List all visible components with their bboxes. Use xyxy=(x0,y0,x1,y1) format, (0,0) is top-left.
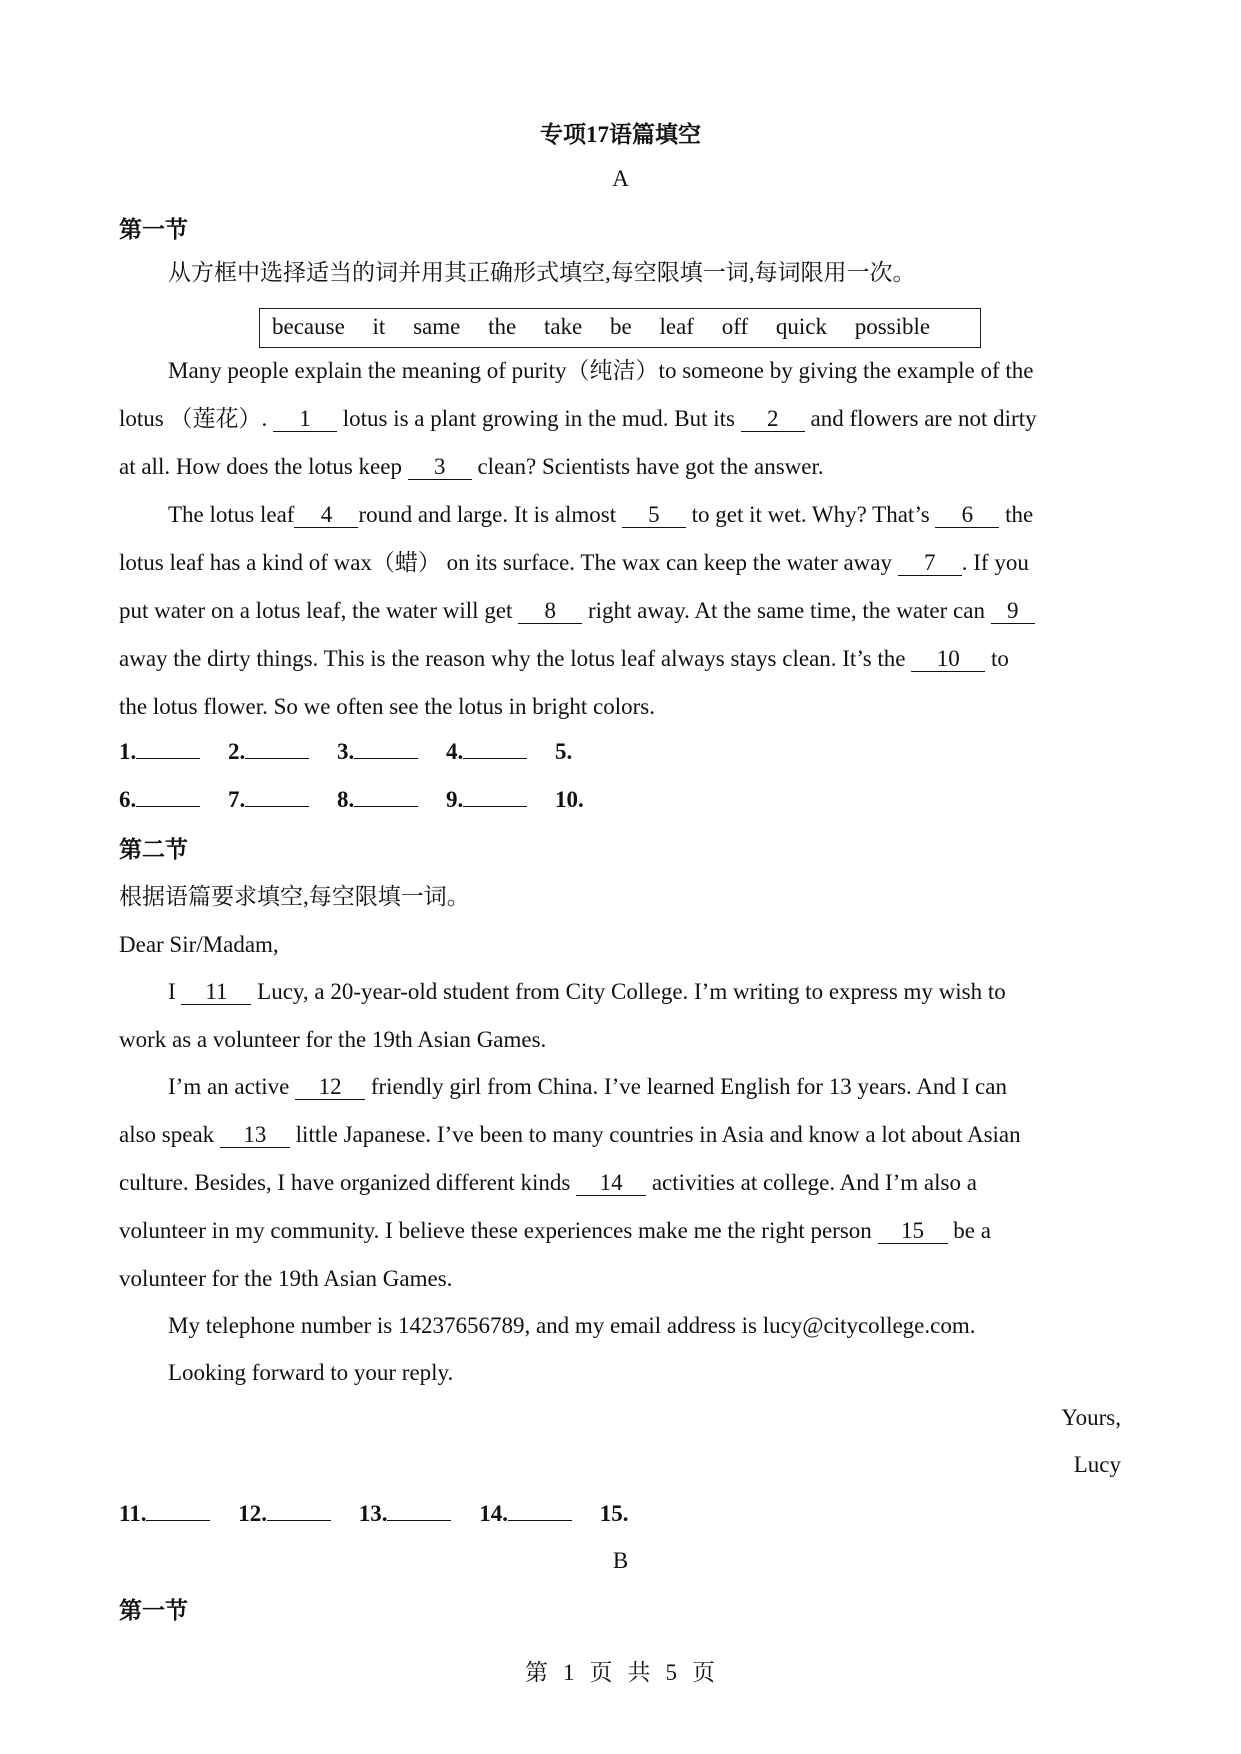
passage-line: lotus leaf has a kind of wax（蜡） on its surface. The wax can keep the water away 7 . If you xyxy=(119,550,1029,575)
letter-line: volunteer in my community. I believe these experiences make me the right person 15 be a xyxy=(119,1218,991,1243)
letter-line: I 11 Lucy, a 20-year-old student from City College. I’m writing to express my wish to xyxy=(168,979,1006,1004)
word-box-item: because xyxy=(272,314,345,339)
letter-line: I’m an active 12 friendly girl from China. I’ve learned English for 13 years. And I can xyxy=(168,1074,1007,1099)
answer-slot[interactable]: 10. xyxy=(555,787,584,812)
blank-7: 7 xyxy=(898,551,962,576)
answer-slot[interactable]: 11. xyxy=(119,1500,210,1527)
part-b-heading: 第一节 xyxy=(119,1598,188,1623)
blank-8: 8 xyxy=(518,599,582,624)
answer-slot[interactable]: 9. xyxy=(446,786,527,813)
blank-2: 2 xyxy=(741,407,805,432)
passage-line: The lotus leaf 4 round and large. It is almost 5 to get it wet. Why? That’s 6 the xyxy=(168,502,1034,527)
letter-line: work as a volunteer for the 19th Asian Games. xyxy=(119,1027,547,1052)
answer-slot[interactable]: 12. xyxy=(238,1500,331,1527)
letter-line: volunteer for the 19th Asian Games. xyxy=(119,1266,453,1291)
answer-slot[interactable]: 6. xyxy=(119,786,200,813)
word-box-item: possible xyxy=(854,314,931,339)
answer-slot[interactable]: 5. xyxy=(555,739,573,764)
letter-line: culture. Besides, I have organized different kinds 14 activities at college. And I’m also a xyxy=(119,1170,977,1195)
blank-10: 10 xyxy=(911,647,985,672)
letter-line: My telephone number is 14237656789, and my email address is lucy@citycollege.com. xyxy=(168,1313,976,1338)
answer-line xyxy=(119,1500,650,1527)
passage-line: at all. How does the lotus keep 3 clean? Scientists have got the answer. xyxy=(119,454,824,479)
blank-4: 4 xyxy=(294,503,358,528)
letter-line: also speak 13 little Japanese. I’ve been to many countries in Asia and know a lot about Asian xyxy=(119,1122,1021,1147)
blank-5: 5 xyxy=(622,503,686,528)
letter-salutation: Dear Sir/Madam, xyxy=(119,932,279,957)
word-box-item: it xyxy=(372,314,386,339)
word-box-item: be xyxy=(610,314,632,339)
letter-signature: Lucy xyxy=(1073,1452,1121,1477)
passage-line: away the dirty things. This is the reason why the lotus leaf always stays clean. It’s the 10 to xyxy=(119,646,1009,671)
answer-slot[interactable]: 14. xyxy=(479,1500,572,1527)
answer-line xyxy=(119,738,594,765)
answer-slot[interactable]: 3. xyxy=(337,738,418,765)
answer-slot[interactable]: 1. xyxy=(119,738,200,765)
section-2-heading: 第二节 xyxy=(119,837,188,862)
answer-slot[interactable]: 15. xyxy=(599,1501,629,1526)
passage-line: the lotus flower. So we often see the lotus in bright colors. xyxy=(119,694,655,719)
word-box-item: same xyxy=(413,314,461,339)
word-box-item: leaf xyxy=(659,314,694,339)
answer-slot[interactable]: 2. xyxy=(228,738,309,765)
section-1-heading: 第一节 xyxy=(119,217,188,242)
answer-line xyxy=(119,786,606,813)
blank-11: 11 xyxy=(181,980,251,1005)
passage-line: lotus （莲花）. 1 lotus is a plant growing in the mud. But its 2 and flowers are not dirty xyxy=(119,406,1037,431)
blank-3: 3 xyxy=(408,455,472,480)
passage-line: Many people explain the meaning of purity（纯洁）to someone by giving the example of the xyxy=(168,358,1034,383)
word-box-item: off xyxy=(721,314,749,339)
answer-slot[interactable]: 13. xyxy=(359,1500,452,1527)
page-title: 专项17语篇填空 xyxy=(540,122,701,147)
word-box-item: take xyxy=(543,314,583,339)
letter-line: Looking forward to your reply. xyxy=(168,1360,454,1385)
blank-13: 13 xyxy=(220,1123,290,1148)
answer-slot[interactable]: 4. xyxy=(446,738,527,765)
blank-15: 15 xyxy=(878,1219,948,1244)
part-a-label: A xyxy=(612,166,629,191)
answer-slot[interactable]: 7. xyxy=(228,786,309,813)
blank-1: 1 xyxy=(273,407,337,432)
blank-12: 12 xyxy=(295,1075,365,1100)
answer-slot[interactable]: 8. xyxy=(337,786,418,813)
word-box-item: quick xyxy=(775,314,827,339)
part-b-label: B xyxy=(612,1548,629,1573)
word-box-item: the xyxy=(488,314,517,339)
letter-closing: Yours, xyxy=(1061,1405,1121,1430)
section-2-instruction: 根据语篇要求填空,每空限填一词。 xyxy=(119,884,470,909)
page-footer: 第 1 页 共 5 页 xyxy=(525,1660,716,1685)
blank-9: 9 xyxy=(991,599,1035,624)
blank-6: 6 xyxy=(935,503,999,528)
blank-14: 14 xyxy=(576,1171,646,1196)
section-1-instruction: 从方框中选择适当的词并用其正确形式填空,每空限填一词,每词限用一次。 xyxy=(168,260,916,285)
word-box xyxy=(259,308,981,348)
passage-line: put water on a lotus leaf, the water will get 8 right away. At the same time, the water can 9 xyxy=(119,596,1131,626)
